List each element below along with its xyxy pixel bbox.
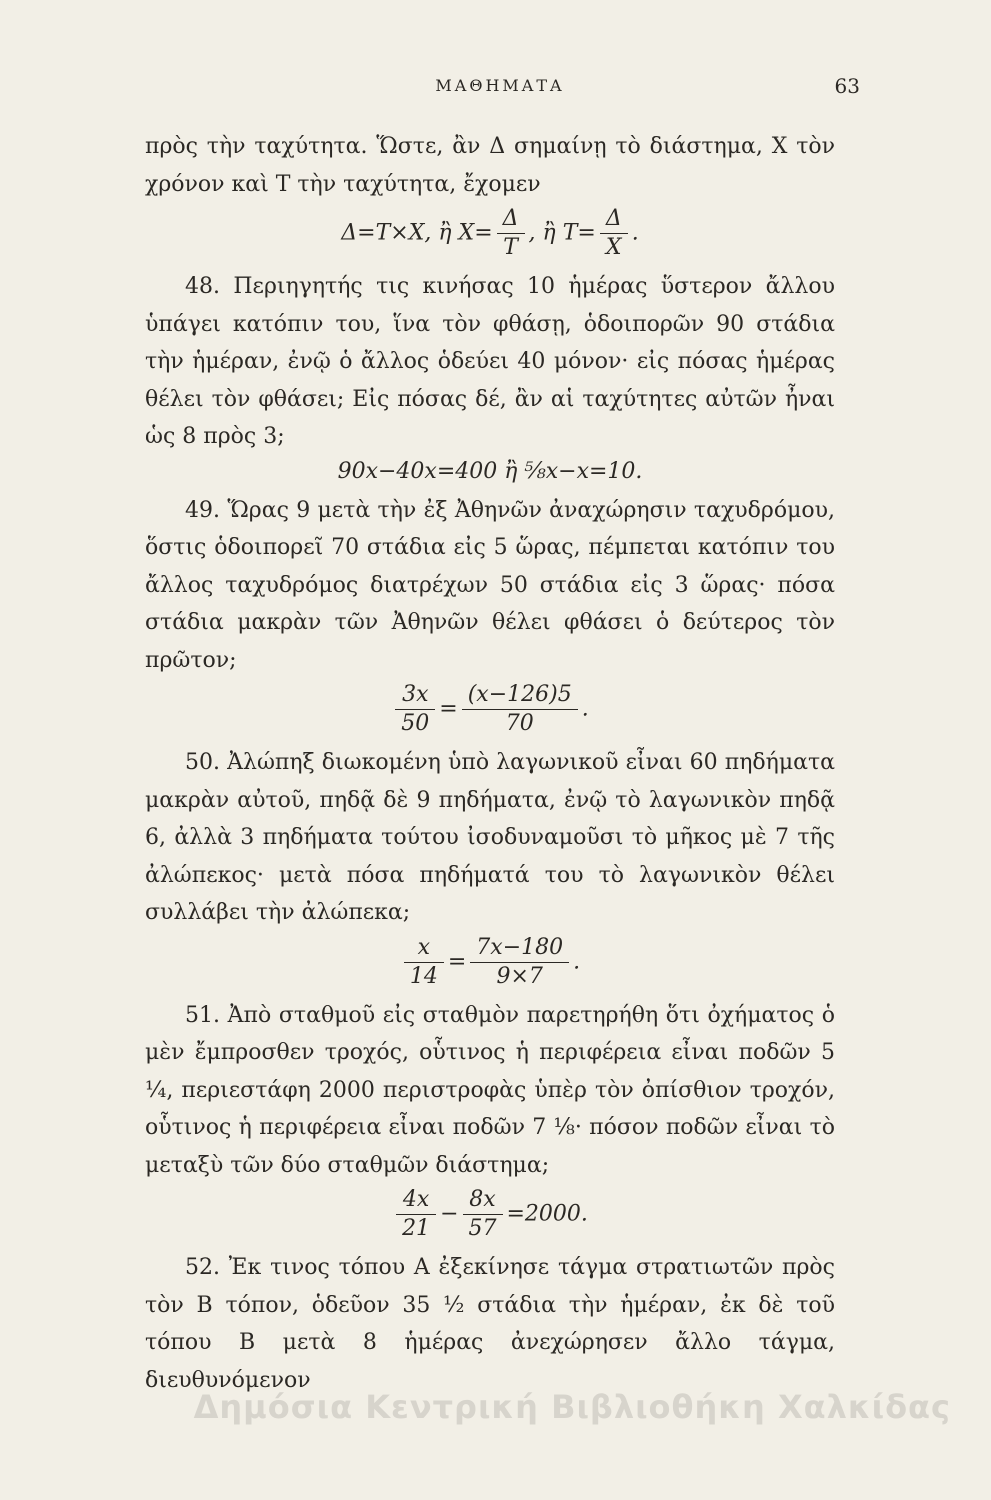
eq-fraction-right <box>462 681 578 738</box>
problem-number: 51. <box>185 1002 220 1028</box>
intro-eq-end: . <box>631 220 639 246</box>
problem-text: Ἀπὸ σταθμοῦ εἰς σταθμὸν παρετηρήθη ὅτι ὀχήματος ὁ μὲν ἔμπροσθεν τροχός, οὗτινος ἡ περιφέρεια εἶναι ποδῶν 5 ¼, περιεστάφη 2000 περιστροφὰς ὑπὲρ τὸν ὀπίσθιον τροχόν, οὗτινος ἡ περιφέρεια εἶναι ποδῶν 7 ⅛· πόσον ποδῶν εἶναι τὸ μεταξὺ τῶν δύο σταθμῶν διάστημα; <box>145 1002 835 1178</box>
problem-48-equation: 90x−40x=400 ἢ ⅝x−x=10. <box>337 458 643 484</box>
fraction-numerator: 4x <box>396 1186 436 1215</box>
problem-text: Ὥρας 9 μετὰ τὴν ἐξ Ἀθηνῶν ἀναχώρησιν ταχυδρόμου, ὅστις ὁδοιπορεῖ 70 στάδια εἰς 5 ὥρας, πέμπεται κατόπιν του ἄλλος ταχυδρόμος διατρέχων 50 στάδια εἰς 3 ὥρας· πόσα στάδια μακρὰν τῶν Ἀθηνῶν θέλει φθάσει ὁ δεύτερος τὸν πρῶτον; <box>145 497 835 673</box>
fraction-denominator: 50 <box>401 711 430 736</box>
intro-eq-left: Δ=T×X, ἢ X= <box>341 220 493 246</box>
problem-number: 48. <box>185 274 220 299</box>
fraction-denominator: 70 <box>505 711 534 736</box>
problem-text: Ἐκ τινος τόπου Α ἐξεκίνησε τάγμα στρατιωτῶν πρὸς τὸν Β τόπον, ὁδεῦον 35 ½ στάδια τὴν ἡμέραν, ἐκ δὲ τοῦ τόπου Β μετὰ 8 ἡμέρας ἀνεχώρησεν ἄλλο τάγμα, διευθυνόμενον <box>145 1255 835 1393</box>
eq-end: . <box>573 949 581 974</box>
library-watermark: Δημόσια Κεντρική Βιβλιοθήκη Χαλκίδας <box>193 1388 951 1426</box>
eq-fraction-left <box>396 1186 436 1243</box>
eq-fraction-left <box>404 934 444 991</box>
fraction-denominator: 9×7 <box>496 963 543 989</box>
problem-52 <box>145 1249 835 1399</box>
intro-eq-fraction-1 <box>497 205 525 262</box>
intro-equation <box>145 205 835 262</box>
page-number: 63 <box>834 74 860 98</box>
fraction-numerator: 8x <box>463 1186 503 1215</box>
eq-fraction-left <box>395 681 435 738</box>
fraction-numerator: 7x−180 <box>470 934 569 963</box>
problem-text: Ἀλώπηξ διωκομένη ὑπὸ λαγωνικοῦ εἶναι 60 πηδήματα μακρὰν αὐτοῦ, πηδᾷ δὲ 9 πηδήματα, ἐνῷ τὸ λαγωνικὸν πηδᾷ 6, ἀλλὰ 3 πηδήματα τούτου ἰσοδυναμοῦσι τὸ μῆκος μὲ 7 τῆς ἀλώπεκος· μετὰ πόσα πηδήματά του τὸ λαγωνικὸν θέλει συλλάβει τὴν ἀλώπεκα; <box>145 750 835 925</box>
problem-number: 50. <box>185 750 220 775</box>
eq-fraction-right <box>463 1186 503 1243</box>
eq-sign: − <box>440 1201 459 1227</box>
fraction-denominator: 14 <box>409 963 438 989</box>
problem-51-equation <box>145 1186 835 1243</box>
eq-end: . <box>581 696 589 722</box>
eq-fraction-right <box>470 934 569 991</box>
problem-48 <box>145 268 835 456</box>
fraction-denominator: 57 <box>468 1216 497 1241</box>
intro-eq-fraction-2 <box>600 205 628 262</box>
problem-50 <box>145 744 835 932</box>
fraction-numerator: Δ <box>497 205 525 234</box>
page-header <box>140 74 860 104</box>
fraction-denominator: T <box>503 235 518 260</box>
problem-number: 49. <box>185 497 220 523</box>
problem-50-equation <box>145 934 835 991</box>
fraction-numerator: 3x <box>395 681 435 710</box>
running-title: ΜΑΘΗΜΑΤΑ <box>435 76 565 95</box>
intro-eq-mid: , ἢ T= <box>528 220 596 246</box>
fraction-denominator: X <box>605 235 622 260</box>
problem-49 <box>145 492 835 680</box>
eq-end: =2000. <box>506 1201 588 1227</box>
fraction-numerator: (x−126)5 <box>462 681 578 710</box>
problem-51 <box>145 997 835 1185</box>
eq-sign: = <box>439 696 458 722</box>
problem-49-equation <box>145 681 835 738</box>
problem-text: Περιηγητής τις κινήσας 10 ἡμέρας ὕστερον ἄλλου ὑπάγει κατόπιν του, ἵνα τὸν φθάσῃ, ὁδοιπορῶν 90 στάδια τὴν ἡμέραν, ἐνῷ ὁ ἄλλος ὁδεύει 40 μόνον· εἰς πόσας ἡμέρας θέλει τὸν φθάσει; Εἰς πόσας δέ, ἂν αἱ ταχύτητες αὐτῶν ἦναι ὡς 8 πρὸς 3; <box>145 274 835 449</box>
fraction-denominator: 21 <box>402 1216 431 1241</box>
fraction-numerator: x <box>404 934 444 963</box>
fraction-numerator: Δ <box>600 205 628 234</box>
problem-number: 52. <box>185 1255 220 1280</box>
intro-paragraph: πρὸς τὴν ταχύτητα. Ὥστε, ἂν Δ σημαίνῃ τὸ διάστημα, X τὸν χρόνον καὶ T τὴν ταχύτητα, ἔχομεν <box>145 134 835 197</box>
eq-sign: = <box>447 949 467 974</box>
page-body <box>145 128 835 1399</box>
